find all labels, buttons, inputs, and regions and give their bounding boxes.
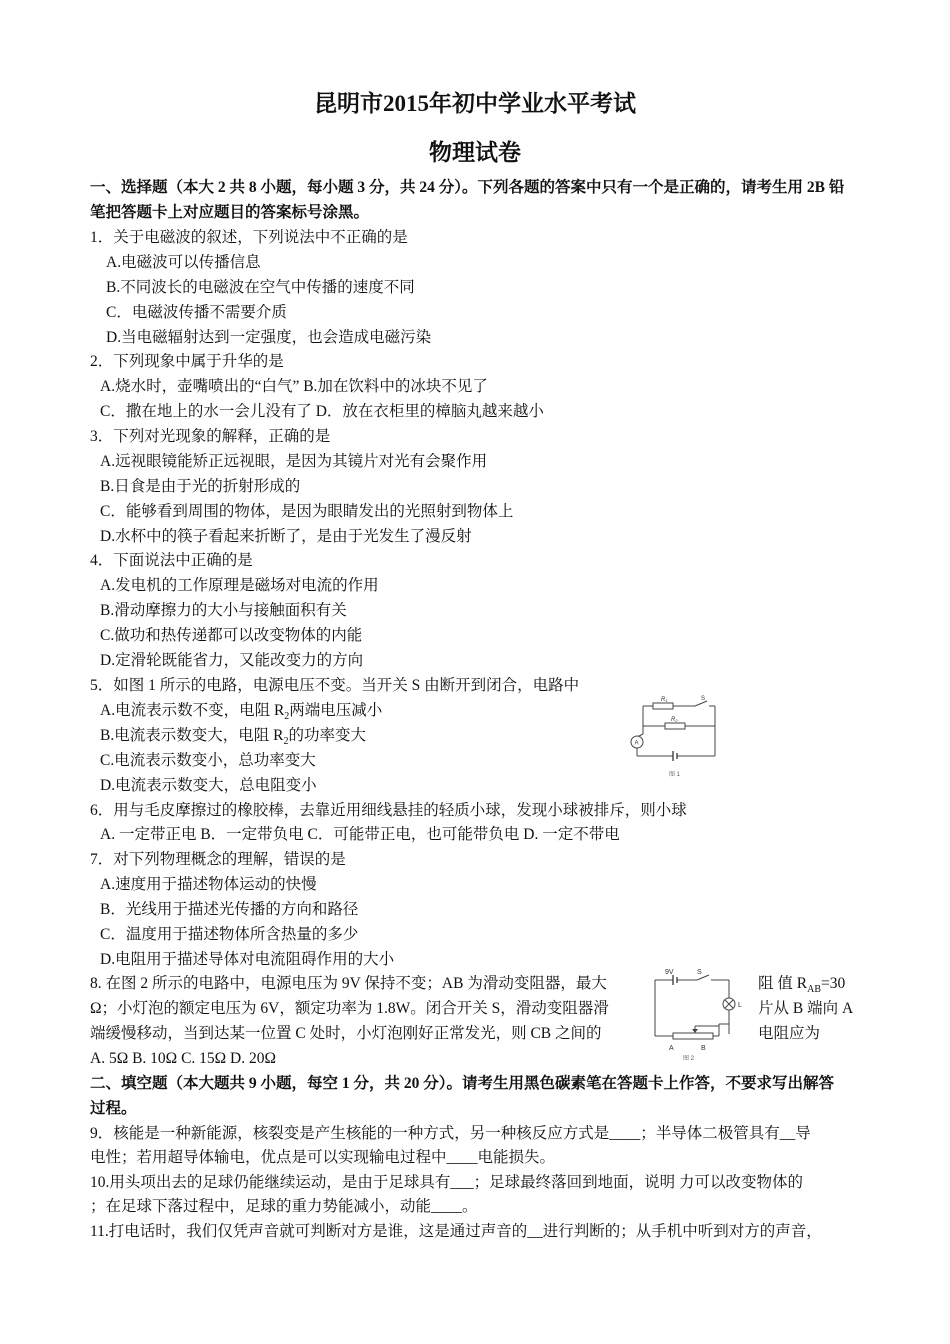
q8-line-1: 8. 在图 2 所示的电路中，电源电压为 9V 保持不变；AB 为滑动变阻器，最大 [90, 975, 607, 992]
q5-option-a: A.电流表示数不变，电阻 $R_2$两端电压减小 [100, 702, 383, 723]
q7-option-d: D.电阻用于描述导体对电流阻碍作用的大小 [100, 951, 395, 968]
q7-stem: 7．对下列物理概念的理解，错误的是 [90, 851, 346, 868]
resistor-r1 [653, 703, 673, 709]
q3-option-c: C．能够看到周围的物体，是因为眼睛发出的光照射到物体上 [100, 503, 514, 520]
q5-b-subscript: 2 [283, 736, 289, 748]
section1-heading-cont: 笔把答题卡上对应题目的答案标号涂黑。 [90, 204, 370, 221]
q6-stem: 6．用与毛皮摩擦过的橡胶棒，去靠近用细线悬挂的轻质小球，发现小球被排斥，则小球 [90, 802, 687, 819]
q5-option-c: C.电流表示数变小，总功率变大 [100, 752, 316, 769]
q4-option-a: A.发电机的工作原理是磁场对电流的作用 [100, 577, 379, 594]
q11-line-1: 11.打电话时，我们仅凭声音就可判断对方是谁，这是通过声音的__进行判断的；从手机中听到对方的声音， [90, 1223, 822, 1240]
figure-2-caption: 图 2 [683, 1056, 695, 1062]
q7-option-b: B．光线用于描述光传播的方向和路径 [100, 901, 359, 918]
label-r2: R2 [671, 717, 678, 723]
q8-options: A. 5Ω B. 10Ω C. 15Ω D. 20Ω [90, 1050, 277, 1067]
section2-heading: 二、填空题（本大题共 9 小题，每空 1 分，共 20 分）。请考生用黑色碳素笔在答题卡上作答，不要求写出解答 [90, 1075, 835, 1092]
q3-option-a: A.远视眼镜能矫正远视眼，是因为其镜片对光有会聚作用 [100, 453, 488, 470]
q7-option-c: C．温度用于描述物体所含热量的多少 [100, 926, 359, 943]
q8-line-1-right: 阻 值 $R_{AB}=30$ [758, 975, 846, 996]
q10-line-2: ；在足球下落过程中，足球的重力势能减小，动能____。 [90, 1198, 478, 1215]
q8-line-2-right: 片从 B 端向 A [758, 1000, 854, 1017]
figure-2-circuit [645, 968, 750, 1064]
q6-options: A. 一定带正电 B．一定带负电 C．可能带正电，也可能带负电 D. 一定不带电 [100, 826, 620, 843]
q10-line-1: 10.用头项出去的足球仍能继续运动，是由于足球具有___；足球最终落回到地面，说明 力可以改变物体的 [90, 1174, 804, 1191]
q9-line-2: 电性；若用超导体输电，优点是可以实现输电过程中____电能损失。 [90, 1149, 556, 1166]
q5-option-d: D.电流表示数变大，总电阻变小 [100, 777, 317, 794]
q5-option-b: B.电流表示数变大，电阻 $R_2$的功率变大 [100, 727, 366, 748]
exam-title: 昆明市2015年初中学业水平考试 [314, 91, 636, 116]
q4-option-d: D.定滑轮既能省力，又能改变力的方向 [100, 652, 364, 669]
figure-1-circuit [625, 692, 725, 782]
q1-option-a: A.电磁波可以传播信息 [106, 254, 261, 271]
q1-option-d: D.当电磁辐射达到一定强度，也会造成电磁污染 [106, 329, 432, 346]
q1-option-c: C．电磁波传播不需要介质 [106, 304, 287, 321]
exam-subtitle: 物理试卷 [429, 140, 521, 165]
q4-option-c: C.做功和热传递都可以改变物体的内能 [100, 627, 363, 644]
q4-stem: 4．下面说法中正确的是 [90, 552, 253, 569]
q1-option-b: B.不同波长的电磁波在空气中传播的速度不同 [106, 279, 415, 296]
rheostat-ab [673, 1033, 713, 1039]
label-s: S [697, 969, 702, 976]
label-b: B [701, 1045, 706, 1052]
label-9v: 9V [665, 969, 674, 976]
q1-stem: 1．关于电磁波的叙述，下列说法中不正确的是 [90, 229, 408, 246]
q2-stem: 2．下列现象中属于升华的是 [90, 353, 284, 370]
q8-line-3: 端缓慢移动，当到达某一位置 C 处时，小灯泡刚好正常发光，则 CB 之间的 [90, 1025, 602, 1042]
q8-line-2: Ω；小灯泡的额定电压为 6V，额定功率为 1.8W。闭合开关 S，滑动变阻器滑 [90, 1000, 609, 1017]
q5-a-subscript: 2 [284, 711, 290, 723]
q9-line-1: 9．核能是一种新能源，核裂变是产生核能的一种方式，另一种核反应方式是____；半导体二极管具有__导 [90, 1125, 811, 1142]
label-s: S [701, 696, 706, 702]
label-ammeter: A [634, 740, 639, 747]
q3-option-b: B.日食是由于光的折射形成的 [100, 478, 301, 495]
section1-heading: 一、选择题（本大 2 共 8 小题，每小题 3 分，共 24 分）。下列各题的答案中只有一个是正确的，请考生用 2B 铅 [90, 179, 845, 196]
q2-options-ab: A.烧水时，壶嘴喷出的“白气” B.加在饮料中的冰块不见了 [100, 378, 488, 395]
label-r1: R1 [661, 697, 668, 703]
q3-stem: 3．下列对光现象的解释，正确的是 [90, 428, 331, 445]
resistor-r2 [665, 723, 685, 729]
q7-option-a: A.速度用于描述物体运动的快慢 [100, 876, 317, 893]
label-a: A [669, 1045, 674, 1052]
q4-option-b: B.滑动摩擦力的大小与接触面积有关 [100, 602, 347, 619]
q8-line-3-right: 电阻应为 [758, 1025, 821, 1042]
figure-1-caption: 图 1 [669, 772, 681, 778]
label-l: L [738, 1002, 742, 1009]
q5-stem: 5．如图 1 所示的电路，电源电压不变。当开关 S 由断开到闭合，电路中 [90, 677, 580, 694]
q2-options-cd: C．撒在地上的水一会儿没有了 D．放在衣柜里的樟脑丸越来越小 [100, 403, 544, 420]
section2-heading-cont: 过程。 [90, 1100, 137, 1117]
q3-option-d: D.水杯中的筷子看起来折断了，是由于光发生了漫反射 [100, 528, 472, 545]
